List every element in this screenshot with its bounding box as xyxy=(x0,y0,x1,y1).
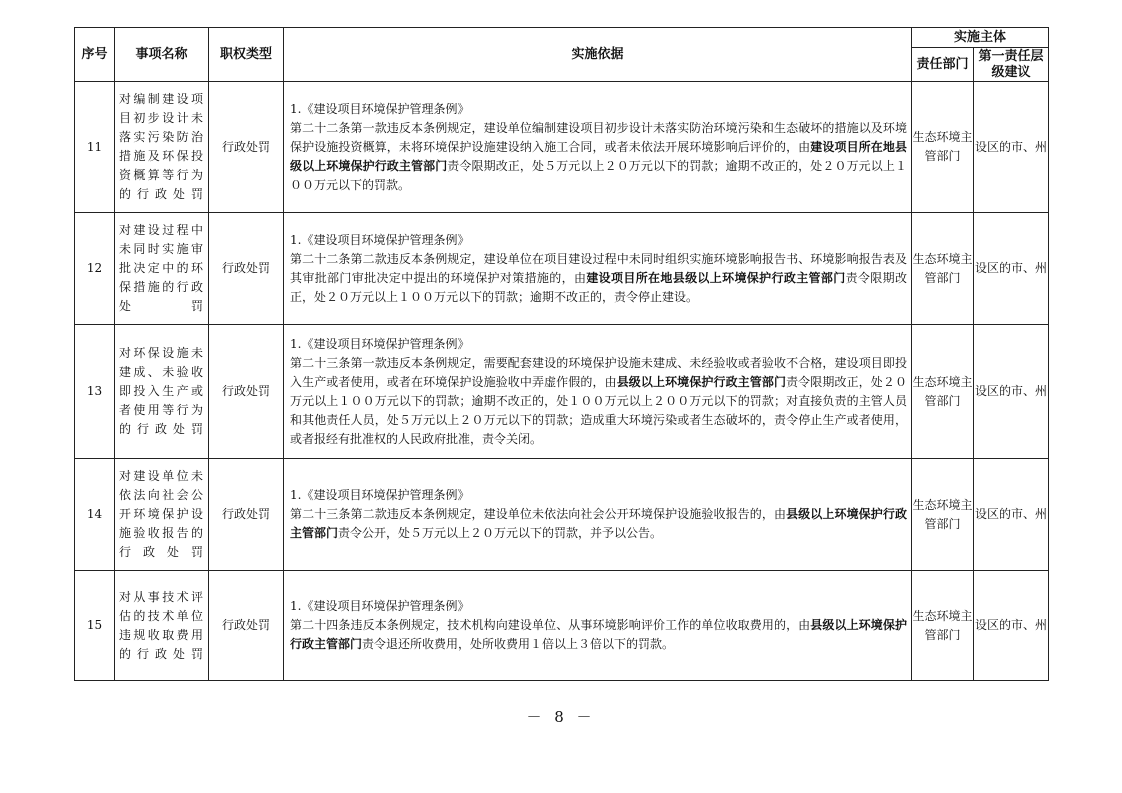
row-number: 12 xyxy=(75,213,115,325)
row-number: 14 xyxy=(75,459,115,571)
legal-basis xyxy=(284,459,912,571)
header-dept: 责任部门 xyxy=(912,48,974,82)
responsible-level: 设区的市、州 xyxy=(974,213,1049,325)
basis-authority: 建设项目所在地县级以上环境保护行政主管部门 xyxy=(586,270,846,285)
power-type: 行政处罚 xyxy=(209,213,284,325)
basis-pre: 第二十三条第二款违反本条例规定，建设单位未依法向社会公开环境保护设施验收报告的，由 xyxy=(290,507,787,521)
basis-text xyxy=(290,505,907,543)
basis-text xyxy=(290,119,907,195)
header-no: 序号 xyxy=(75,28,115,82)
basis-text xyxy=(290,250,907,307)
responsible-dept: 生态环境主管部门 xyxy=(912,82,974,213)
legal-basis xyxy=(284,82,912,213)
basis-law-title: 1.《建设项目环境保护管理条例》 xyxy=(290,488,470,502)
responsible-level: 设区的市、州 xyxy=(974,459,1049,571)
basis-law-title: 1.《建设项目环境保护管理条例》 xyxy=(290,599,470,613)
item-name: 对从事技术评估的技术单位违规收取费用的行政处罚 xyxy=(115,571,209,681)
basis-text xyxy=(290,354,907,449)
table-row xyxy=(75,82,1049,213)
basis-post: 责令限期改正，处２０万元以上１００万元以下的罚款；逾期不改正的，责令停止建设。 xyxy=(290,270,907,304)
basis-pre: 第二十四条违反本条例规定，技术机构向建设单位、从事环境影响评价工作的单位收取费用的，由 xyxy=(290,618,811,632)
item-name: 对环保设施未建成、未验收即投入生产或者使用等行为的行政处罚 xyxy=(115,325,209,459)
legal-basis xyxy=(284,213,912,325)
basis-pre: 第二十二条第一款违反本条例规定，建设单位编制建设项目初步设计未落实防治环境污染和生态破坏的措施以及环境保护设施投资概算，未将环境保护设施建设纳入施工合同，或者未依法开展环境影响后评价的，由 xyxy=(290,120,907,154)
basis-text xyxy=(290,616,907,654)
basis-pre: 第二十三条第一款违反本条例规定，需要配套建设的环境保护设施未建成、未经验收或者验收不合格，建设项目即投入生产或者使用，或者在环境保护设施验收中弄虚作假的，由 xyxy=(290,355,907,389)
header-type: 职权类型 xyxy=(209,28,284,82)
basis-post: 责令公开，处５万元以上２０万元以下的罚款，并予以公告。 xyxy=(338,526,663,540)
basis-post: 责令限期改正，处５万元以上２０万元以下的罚款；逾期不改正的，处２０万元以上１００万元以下的罚款。 xyxy=(290,158,907,192)
item-name: 对编制建设项目初步设计未落实污染防治措施及环保投资概算等行为的行政处罚 xyxy=(115,82,209,213)
row-number: 13 xyxy=(75,325,115,459)
header-level: 第一责任层级建议 xyxy=(974,48,1049,82)
responsible-dept: 生态环境主管部门 xyxy=(912,571,974,681)
basis-pre: 第二十二条第二款违反本条例规定，建设单位在项目建设过程中未同时组织实施环境影响报告书、环境影响报告表及其审批部门审批决定中提出的环境保护对策措施的，由 xyxy=(290,251,907,285)
basis-authority: 建设项目所在地县级以上环境保护行政主管部门 xyxy=(290,139,907,173)
header-row xyxy=(75,28,1049,48)
header-basis: 实施依据 xyxy=(284,28,912,82)
basis-post: 责令限期改正，处２０万元以上１００万元以下的罚款；逾期不改正的，处１００万元以上２００万元以下的罚款；对直接负责的主管人员和其他责任人员，处５万元以上２０万元以下的罚款；造成重大环境污染或者生态破坏的，责令停止生产或者使用，或者报经有批准权的人民政府批准，责令关闭。 xyxy=(290,374,907,446)
row-number: 11 xyxy=(75,82,115,213)
responsible-dept: 生态环境主管部门 xyxy=(912,459,974,571)
basis-authority: 县级以上环境保护行政主管部门 xyxy=(290,618,907,651)
table-row xyxy=(75,571,1049,681)
power-type: 行政处罚 xyxy=(209,459,284,571)
row-number: 15 xyxy=(75,571,115,681)
legal-basis xyxy=(284,571,912,681)
responsible-dept: 生态环境主管部门 xyxy=(912,213,974,325)
item-name: 对建设单位未依法向社会公开环境保护设施验收报告的行政处罚 xyxy=(115,459,209,571)
responsible-dept: 生态环境主管部门 xyxy=(912,325,974,459)
responsible-level: 设区的市、州 xyxy=(974,571,1049,681)
header-name: 事项名称 xyxy=(115,28,209,82)
table-row xyxy=(75,325,1049,459)
power-type: 行政处罚 xyxy=(209,571,284,681)
basis-authority: 县级以上环境保护行政主管部门 xyxy=(616,374,787,389)
basis-authority: 县级以上环境保护行政主管部门 xyxy=(290,507,907,540)
power-type: 行政处罚 xyxy=(209,325,284,459)
table-row xyxy=(75,459,1049,571)
basis-law-title: 1.《建设项目环境保护管理条例》 xyxy=(290,336,470,351)
item-name: 对建设过程中未同时实施审批决定中的环保措施的行政处罚 xyxy=(115,213,209,325)
page-number: － 8 － xyxy=(526,708,596,726)
basis-law-title: 1.《建设项目环境保护管理条例》 xyxy=(290,101,470,116)
basis-law-title: 1.《建设项目环境保护管理条例》 xyxy=(290,232,470,247)
table-row xyxy=(75,213,1049,325)
header-subject: 实施主体 xyxy=(912,28,1049,48)
power-type: 行政处罚 xyxy=(209,82,284,213)
enforcement-items-table xyxy=(74,27,1049,681)
responsible-level: 设区的市、州 xyxy=(974,82,1049,213)
basis-post: 责令退还所收费用，处所收费用１倍以上３倍以下的罚款。 xyxy=(362,637,675,651)
legal-basis xyxy=(284,325,912,459)
responsible-level: 设区的市、州 xyxy=(974,325,1049,459)
